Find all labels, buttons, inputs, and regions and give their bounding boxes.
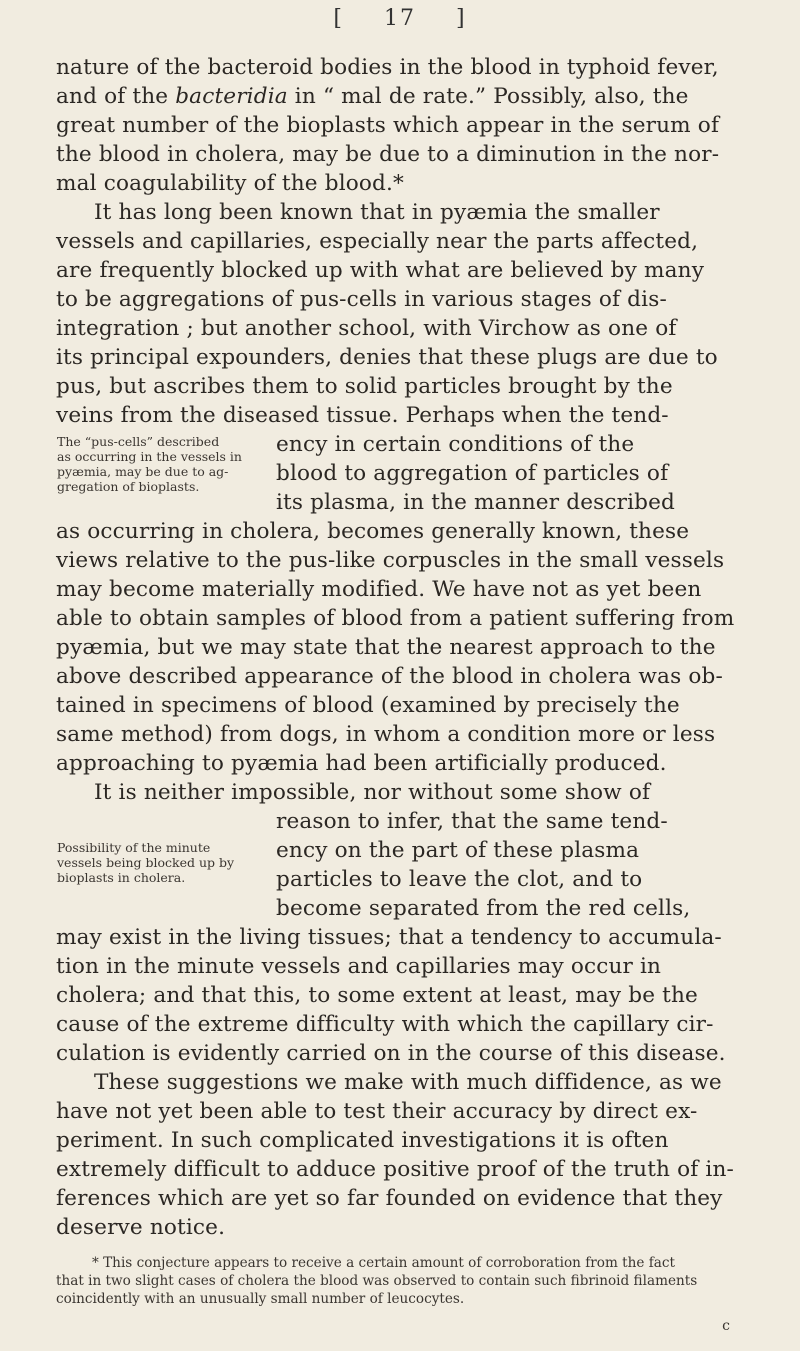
- text-line: blood to aggregation of particles of: [276, 461, 669, 486]
- text-line: the blood in cholera, may be due to a diminution in the nor-: [56, 142, 720, 167]
- text-line: vessels and capillaries, especially near the parts affected,: [56, 229, 699, 254]
- text-line: tion in the minute vessels and capillaries may occur in: [56, 954, 662, 979]
- side-note: gregation of bioplasts.: [57, 479, 200, 494]
- text-line: extremely difficult to adduce positive proof of the truth of in-: [56, 1157, 734, 1182]
- text-line: its principal expounders, denies that these plugs are due to: [56, 345, 718, 370]
- footnote-line: coincidently with an unusually small number of leucocytes.: [56, 1291, 465, 1307]
- text-line: its plasma, in the manner described: [276, 490, 676, 515]
- text-line: able to obtain samples of blood from a patient suffering from: [56, 606, 735, 631]
- text-line: particles to leave the clot, and to: [276, 867, 643, 892]
- text-line: are frequently blocked up with what are believed by many: [56, 258, 705, 283]
- text-line: pyæmia, but we may state that the nearest approach to the: [56, 635, 716, 660]
- text-line: as occurring in cholera, becomes generally known, these: [56, 519, 690, 544]
- side-note: vessels being blocked up by: [57, 855, 235, 870]
- side-note: Possibility of the minute: [57, 840, 211, 855]
- text-line: cause of the extreme difficulty with which the capillary cir-: [56, 1012, 714, 1037]
- text-line: pus, but ascribes them to solid particles brought by the: [56, 374, 673, 399]
- text-line: views relative to the pus-like corpuscles in the small vessels: [56, 548, 725, 573]
- text-line: great number of the bioplasts which appear in the serum of: [56, 113, 720, 138]
- text-line: ency in certain conditions of the: [276, 432, 635, 457]
- text-line: periment. In such complicated investigations it is often: [56, 1128, 669, 1153]
- side-note: The “pus-cells” described: [57, 434, 220, 449]
- side-note: as occurring in the vessels in: [57, 449, 242, 464]
- text-line: have not yet been able to test their accuracy by direct ex-: [56, 1099, 698, 1124]
- text-line: approaching to pyæmia had been artificially produced.: [56, 751, 667, 776]
- footnote-line: that in two slight cases of cholera the blood was observed to contain such fibrinoid filaments: [56, 1273, 698, 1289]
- text-line: integration ; but another school, with Virchow as one of: [56, 316, 677, 341]
- text-line: veins from the diseased tissue. Perhaps when the tend-: [56, 403, 669, 428]
- signature-mark: c: [722, 1318, 730, 1334]
- text-line: ency on the part of these plasma: [276, 838, 640, 863]
- text-line: to be aggregations of pus-cells in various stages of dis-: [56, 287, 667, 312]
- text-line: tained in specimens of blood (examined by precisely the: [56, 693, 680, 718]
- text-line: culation is evidently carried on in the course of this disease.: [56, 1041, 726, 1066]
- text-line: It is neither impossible, nor without some show of: [94, 780, 651, 805]
- text-line: These suggestions we make with much diffidence, as we: [94, 1070, 722, 1095]
- text-line: may exist in the living tissues; that a tendency to accumula-: [56, 925, 722, 950]
- text-line: nature of the bacteroid bodies in the blood in typhoid fever,: [56, 55, 719, 80]
- page-number: [ 17 ]: [333, 6, 467, 31]
- text-line: same method) from dogs, in whom a condition more or less: [56, 722, 716, 747]
- text-line: may become materially modified. We have not as yet been: [56, 577, 702, 602]
- text-line: above described appearance of the blood in cholera was ob-: [56, 664, 723, 689]
- text-line: It has long been known that in pyæmia the smaller: [94, 200, 660, 225]
- text-line: ferences which are yet so far founded on evidence that they: [56, 1186, 723, 1211]
- side-note: bioplasts in cholera.: [57, 870, 186, 885]
- text-line: cholera; and that this, to some extent at least, may be the: [56, 983, 698, 1008]
- text-line: deserve notice.: [56, 1215, 226, 1240]
- text-line: become separated from the red cells,: [276, 896, 691, 921]
- text-line: reason to infer, that the same tend-: [276, 809, 668, 834]
- side-note: pyæmia, may be due to ag-: [57, 464, 229, 479]
- text-line: mal coagulability of the blood.*: [56, 171, 404, 196]
- text-line: and of the bacteridia in “ mal de rate.” Possibly, also, the: [56, 84, 689, 109]
- footnote-line: * This conjecture appears to receive a certain amount of corroboration from the fact: [92, 1255, 675, 1271]
